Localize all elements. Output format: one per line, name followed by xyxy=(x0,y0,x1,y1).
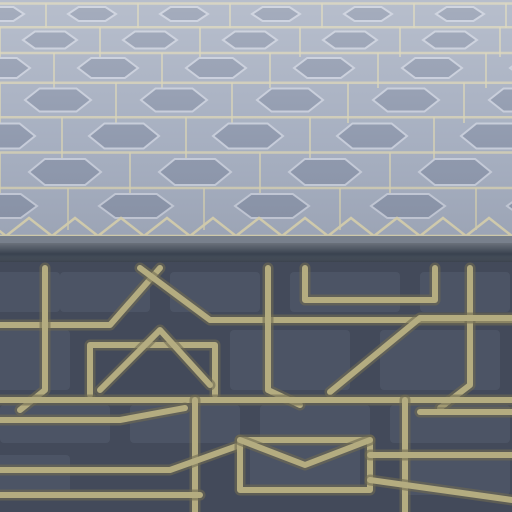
dark-cell xyxy=(0,272,60,312)
dark-cell xyxy=(230,330,350,390)
border-band-highlight xyxy=(0,236,512,244)
border-band-shading xyxy=(0,243,512,265)
dark-cell xyxy=(0,330,70,390)
lower-rug-field xyxy=(0,262,512,512)
upper-rug-field xyxy=(0,0,512,242)
rug-border-band xyxy=(0,236,512,265)
upper-field-shading xyxy=(0,0,512,242)
